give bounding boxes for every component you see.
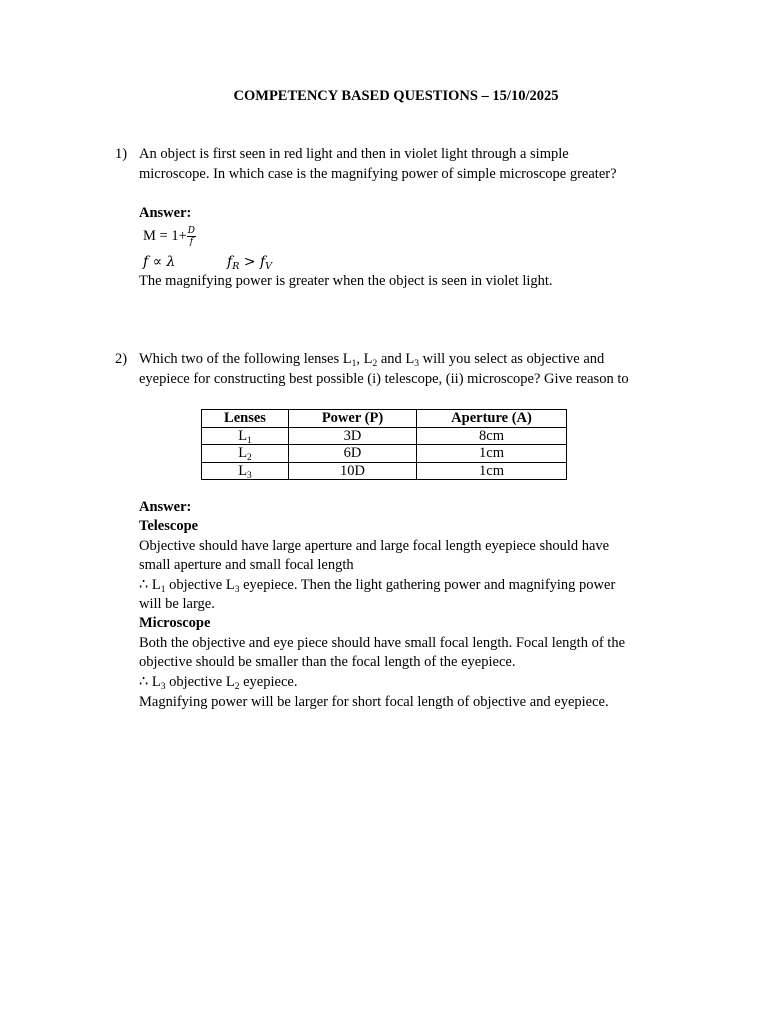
table-row xyxy=(202,445,567,463)
formula-prefix: M = 1+ xyxy=(143,227,187,244)
aperture-cell: 1cm xyxy=(417,462,567,480)
power-cell: 3D xyxy=(289,427,417,445)
tel-text-a: ∴ L xyxy=(139,577,161,593)
question-1-line-1: An object is first seen in red light and then in violet light through a simple xyxy=(139,146,569,162)
q2-text-c: and L xyxy=(377,351,415,367)
lens-sub: 1 xyxy=(247,435,252,446)
question-1-line-2: microscope. In which case is the magnifying power of simple microscope greater? xyxy=(139,166,617,182)
focal-violet: f xyxy=(259,254,266,270)
aperture-cell: 8cm xyxy=(417,427,567,445)
formula-fraction xyxy=(187,226,196,247)
microscope-heading: Microscope xyxy=(139,615,211,631)
mic-text-b: objective L xyxy=(165,674,235,690)
q2-text-b: , L xyxy=(356,351,373,367)
mic-sub-2: 2 xyxy=(234,682,240,692)
question-2-line-1 xyxy=(139,350,699,370)
q2-text-a: Which two of the following lenses L xyxy=(139,351,352,367)
fraction-denominator: f xyxy=(189,237,194,247)
tel-sub-2: 3 xyxy=(234,585,240,595)
power-cell: 6D xyxy=(289,445,417,463)
table-header-aperture: Aperture (A) xyxy=(417,410,567,428)
table-row xyxy=(202,427,567,445)
lens-sub: 3 xyxy=(247,470,252,481)
fraction-numerator: D xyxy=(187,226,195,236)
lens-cell xyxy=(202,427,289,445)
table-header-lenses: Lenses xyxy=(202,410,289,428)
q2-text-d: will you select as objective and xyxy=(419,351,605,367)
lens-table xyxy=(201,409,567,480)
telescope-line-3 xyxy=(139,576,699,596)
mic-text-c: eyepiece. xyxy=(239,674,298,690)
magnification-formula xyxy=(143,226,196,247)
microscope-line-4: Magnifying power will be larger for short focal length of objective and eyepiece. xyxy=(139,694,609,710)
lens-name: L xyxy=(238,462,248,479)
table-header-power: Power (P) xyxy=(289,410,417,428)
focal-red-sub: R xyxy=(232,261,240,272)
question-1-conclusion: The magnifying power is greater when the object is seen in violet light. xyxy=(139,273,553,289)
question-1-number: 1) xyxy=(115,146,128,162)
focal-violet-sub: V xyxy=(265,261,273,272)
table-row xyxy=(202,462,567,480)
aperture-cell: 1cm xyxy=(417,445,567,463)
telescope-line-1: Objective should have large aperture and large focal length eyepiece should have xyxy=(139,538,610,554)
tel-text-c: eyepiece. Then the light gathering power and magnifying power xyxy=(239,577,616,593)
comparison-operator: > xyxy=(239,254,260,270)
focal-comparison xyxy=(227,253,272,273)
question-2-line-2: eyepiece for constructing best possible (i) telescope, (ii) microscope? Give reason to xyxy=(139,371,629,387)
mic-text-a: ∴ L xyxy=(139,674,161,690)
question-2-number: 2) xyxy=(115,351,128,367)
page-title: COMPETENCY BASED QUESTIONS – 15/10/2025 xyxy=(233,88,559,104)
tel-text-b: objective L xyxy=(165,577,235,593)
mic-sub-1: 3 xyxy=(160,682,166,692)
lens-name: L xyxy=(238,445,248,462)
lens-cell xyxy=(202,462,289,480)
telescope-line-4: will be large. xyxy=(139,596,215,612)
proportional-relation: f ∝ λ xyxy=(143,254,176,270)
table-header-row xyxy=(202,410,567,428)
q2-sub-1: 1 xyxy=(351,359,357,369)
power-cell: 10D xyxy=(289,462,417,480)
microscope-line-3 xyxy=(139,673,699,693)
question-2-answer-label: Answer: xyxy=(139,499,192,515)
lens-name: L xyxy=(238,427,248,444)
lens-sub: 2 xyxy=(247,453,252,464)
tel-sub-1: 1 xyxy=(160,585,166,595)
focal-red: f xyxy=(227,254,233,270)
microscope-line-1: Both the objective and eye piece should have small focal length. Focal length of the xyxy=(139,635,626,651)
q2-sub-3: 3 xyxy=(414,359,420,369)
telescope-heading: Telescope xyxy=(139,518,199,534)
microscope-line-2: objective should be smaller than the focal length of the eyepiece. xyxy=(139,654,516,670)
question-1-answer-label: Answer: xyxy=(139,205,192,221)
q2-sub-2: 2 xyxy=(372,359,378,369)
lens-cell xyxy=(202,445,289,463)
telescope-line-2: small aperture and small focal length xyxy=(139,557,354,573)
